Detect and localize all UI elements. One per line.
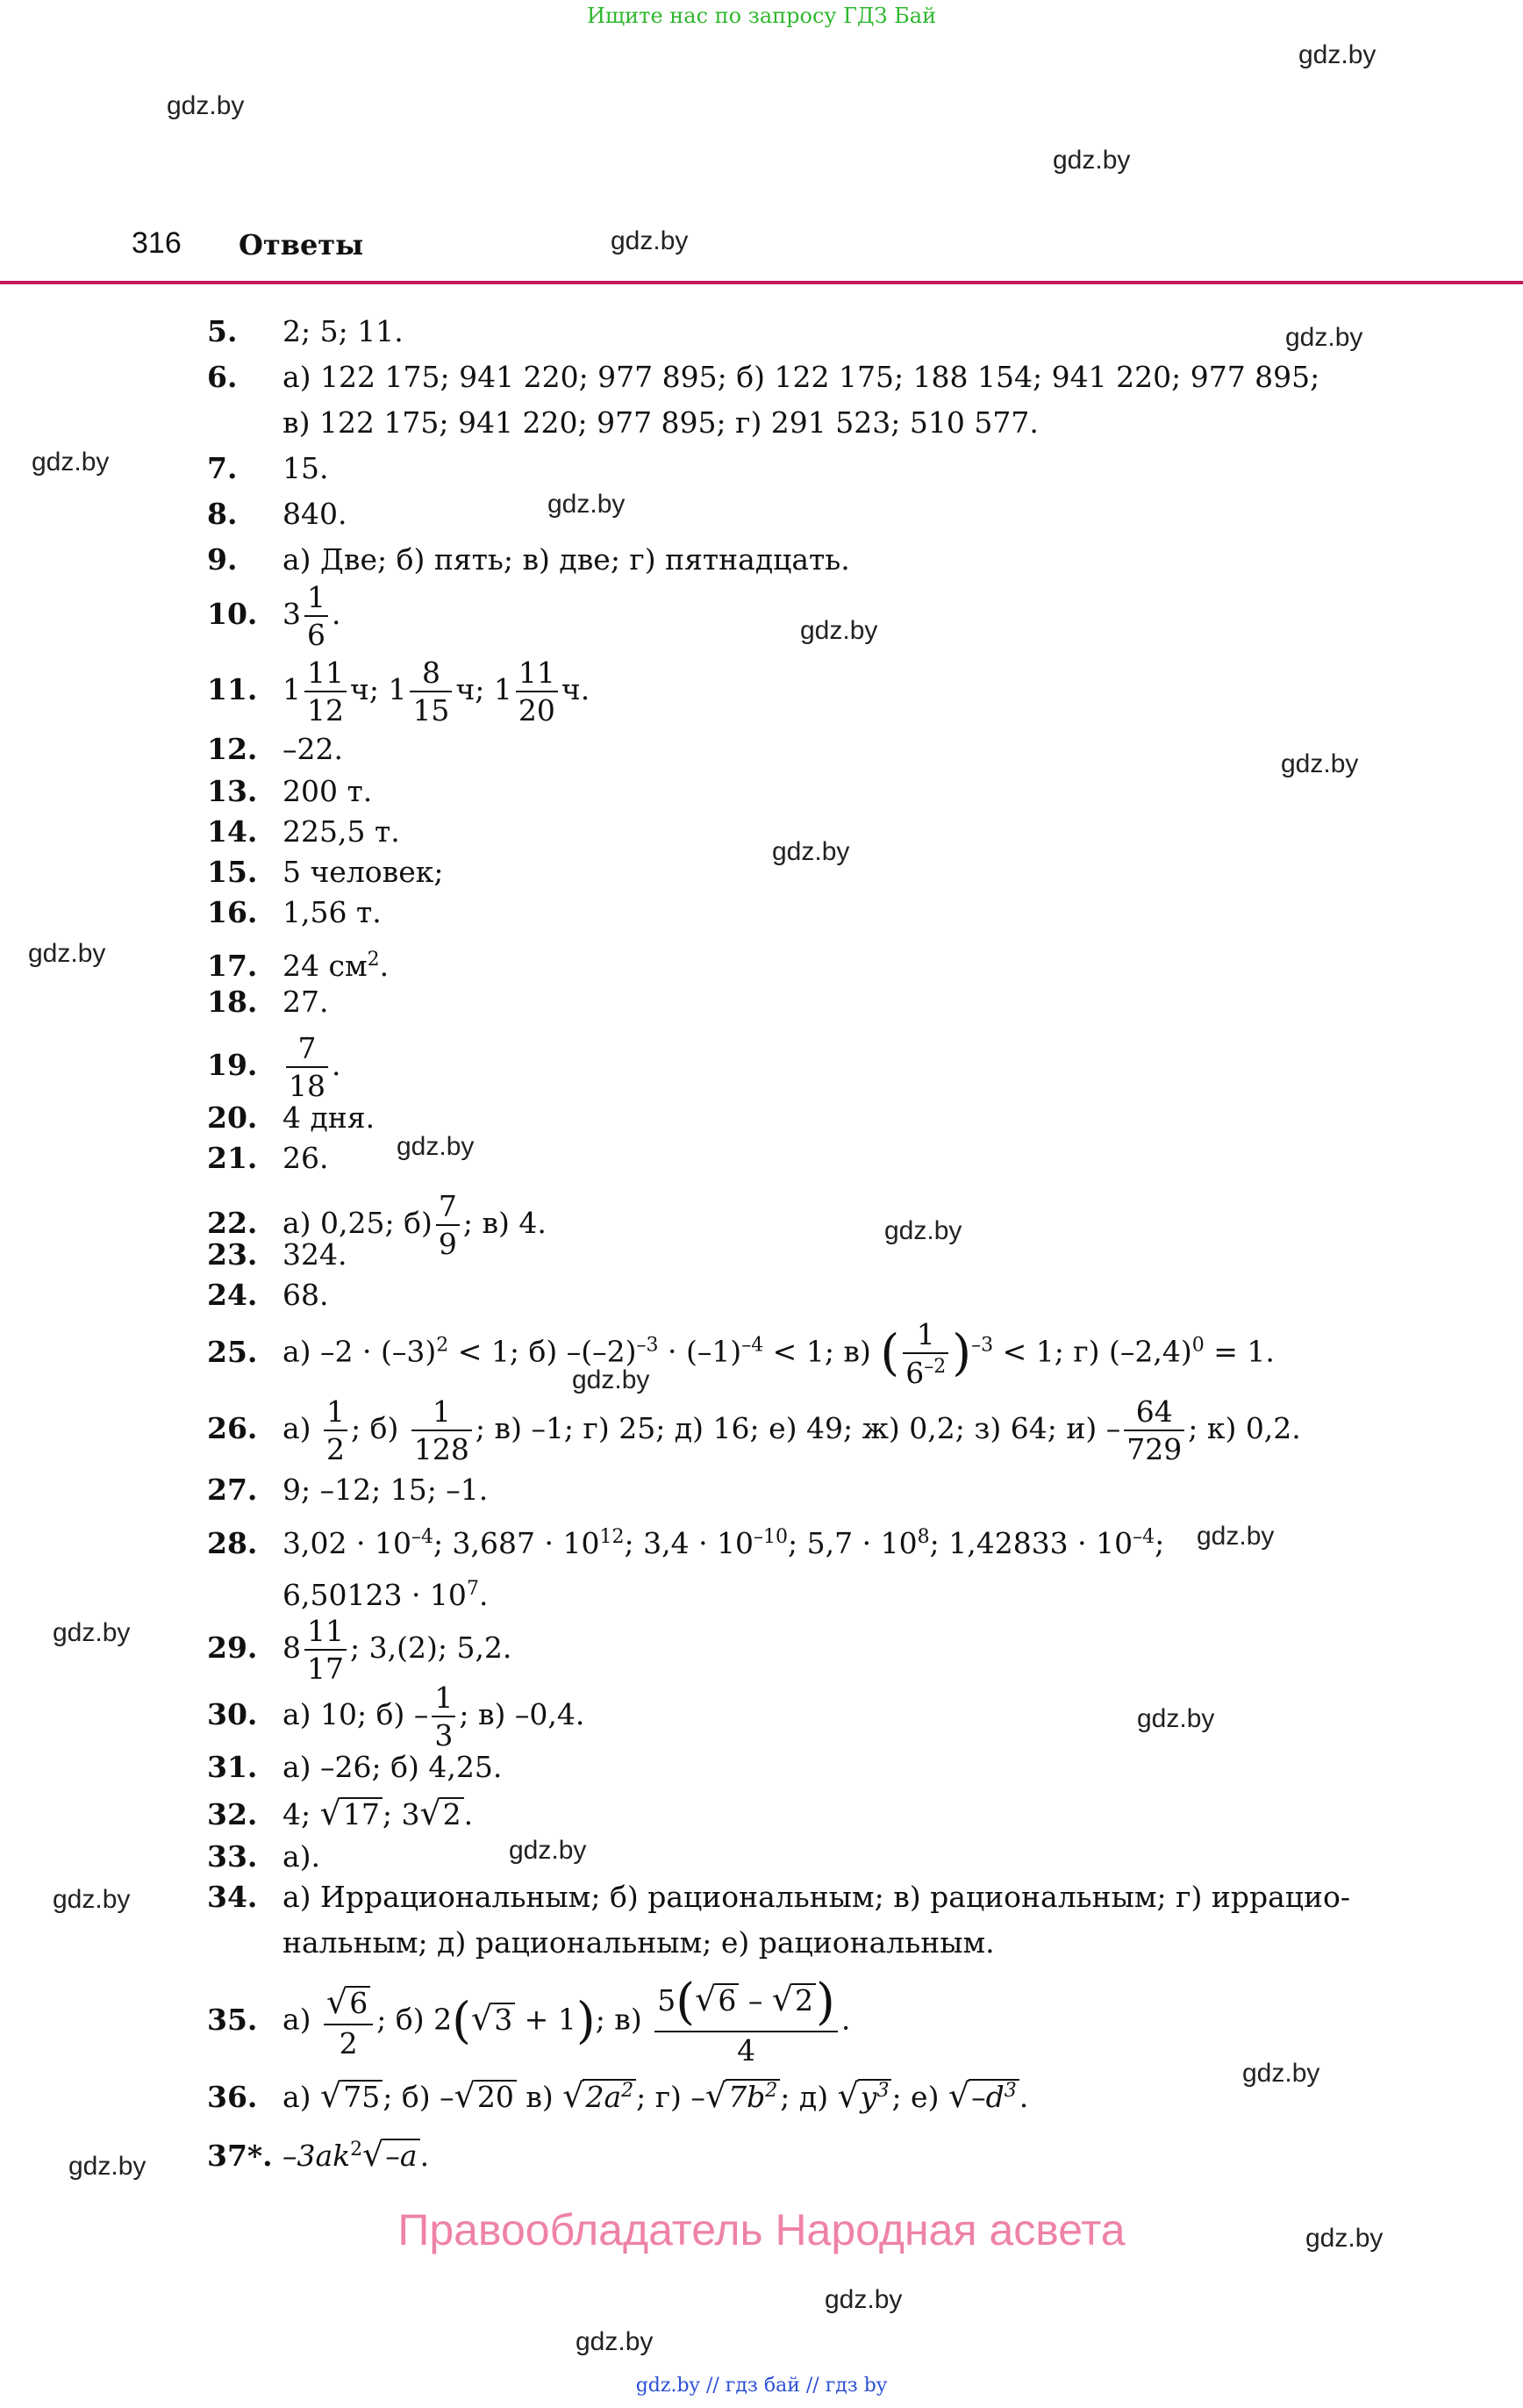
answer-6: 6. а) 122 175; 941 220; 977 895; б) 122 175; 188 154; 941 220; 977 895; в) 122 175; 941 220; 977 895; г) 291 523; 510 577.	[207, 360, 1320, 440]
answer-23: 23. 324.	[207, 1237, 347, 1272]
page-number: 316	[132, 226, 182, 260]
answer-12: 12. –22.	[207, 732, 343, 766]
answer-8: 8. 840.	[207, 497, 347, 531]
answer-13: 13. 200 т.	[207, 774, 373, 808]
answer-28: 28. $3,02 \cdot 10^{-4}$; $3,687 \cdot 10^{12}$; $3,4 \cdot 10^{-10}$; $5,7 \cdot 10^8$; $1,42833 \cdot 10^{-4}$; $6,50123 \cdot 10^7$.	[207, 1526, 1165, 1612]
answer-30: 30. а) 10; б) – $\frac{1}{3}$ ; в) –0,4.	[207, 1681, 585, 1752]
answer-27: 27. 9; –12; 15; –1.	[207, 1473, 489, 1507]
section-title: Ответы	[239, 228, 364, 262]
watermark: gdz.by	[28, 939, 106, 968]
answer-20: 20. 4 дня.	[207, 1100, 375, 1135]
watermark: gdz.by	[1305, 2224, 1384, 2253]
answer-22: 22. а) 0,25; б) $\frac{7}{9}$ ; в) 4.	[207, 1189, 547, 1261]
watermark: gdz.by	[1242, 2059, 1320, 2088]
watermark: gdz.by	[1137, 1704, 1215, 1733]
watermark: gdz.by	[772, 837, 850, 866]
watermark: gdz.by	[509, 1836, 587, 1865]
watermark: gdz.by	[53, 1618, 131, 1647]
watermark: gdz.by	[1281, 749, 1359, 778]
answer-21: 21. 26.	[207, 1141, 329, 1175]
answer-10: 10. 3 $\frac{1}{6}$ .	[207, 580, 341, 652]
answer-35: 35. а) $\frac{√6}{2}$ ; б) 2(√3 + 1); в) $\frac{5(√6 - √2)}{4}$ .	[207, 1974, 851, 2068]
answer-7: 7. 15.	[207, 451, 329, 485]
watermark: gdz.by	[547, 490, 626, 519]
watermark: gdz.by	[1197, 1522, 1275, 1551]
answer-5: 5. 2; 5; 11.	[207, 314, 404, 348]
answer-19: 19. $\frac{7}{18}$ .	[207, 1031, 341, 1103]
watermark: gdz.by	[576, 2327, 654, 2356]
answer-11: 11. 1 $\frac{11}{12}$ ч; 1 $\frac{8}{15}$ ч; 1 $\frac{11}{20}$ ч.	[207, 656, 590, 727]
watermark: gdz.by	[68, 2152, 147, 2181]
watermark: gdz.by	[1298, 40, 1376, 69]
watermark: gdz.by	[1053, 146, 1131, 175]
watermark: gdz.by	[572, 1365, 650, 1394]
bottom-banner[interactable]: gdz.by // гдз бай // гдз by	[635, 2375, 888, 2397]
answer-17: 17. 24 $см^2$.	[207, 949, 390, 983]
answer-15: 15. 5 человек;	[207, 855, 444, 889]
copyright-notice: Правообладатель Народная асвета	[397, 2205, 1126, 2254]
watermark: gdz.by	[32, 448, 110, 477]
watermark: gdz.by	[167, 91, 245, 120]
answer-36: 36. а) √75; б) –√20 в) $√2a^2$; г) $-√7b^2$; д) $√y^3$; е) $√-d^3$.	[207, 2076, 1029, 2115]
answer-34: 34. а) Иррациональным; б) рациональным; в) рациональным; г) иррацио- нальным; д) рациональным; е) рациональным.	[207, 1880, 1350, 1960]
answer-29: 29. 8 $\frac{11}{17}$ ; 3,(2); 5,2.	[207, 1614, 512, 1686]
answer-32: 32. 4; √17; 3√2.	[207, 1794, 474, 1832]
answer-33: 33. а).	[207, 1839, 321, 1874]
watermark: gdz.by	[800, 616, 878, 645]
watermark: gdz.by	[825, 2285, 903, 2314]
answer-26: 26. а) $\frac{1}{2}$ ; б) $\frac{1}{128}$ ; в) –1; г) 25; д) 16; е) 49; ж) 0,2; з) 64; и) – $\frac{64}{729}$ ; к) 0,2.	[207, 1394, 1301, 1466]
answer-9: 9. а) Две; б) пять; в) две; г) пятнадцать.	[207, 542, 850, 577]
answer-37: 37*. $-3ak^2√-a$.	[207, 2135, 430, 2174]
answer-24: 24. 68.	[207, 1278, 329, 1312]
answer-16: 16. 1,56 т.	[207, 895, 382, 929]
header-rule	[0, 281, 1523, 284]
answer-14: 14. 225,5 т.	[207, 814, 400, 849]
watermark: gdz.by	[53, 1885, 131, 1914]
watermark: gdz.by	[1285, 323, 1363, 352]
watermark: gdz.by	[611, 226, 689, 255]
watermark: gdz.by	[884, 1216, 962, 1245]
top-banner[interactable]: Ищите нас по запросу ГДЗ Бай	[586, 4, 937, 28]
answer-25: 25. а) $-2 \cdot (-3)^2 < 1$; б) $-(-2)^{-3} \cdot (-1)^{-4} < 1$; в) ( $\frac{1}{6^{-2}}$ )$^{-3}$ < 1; г) $(-2,4)^0 = 1$.	[207, 1317, 1275, 1390]
watermark: gdz.by	[397, 1132, 475, 1161]
answer-31: 31. а) –26; б) 4,25.	[207, 1750, 503, 1784]
answer-18: 18. 27.	[207, 985, 329, 1019]
